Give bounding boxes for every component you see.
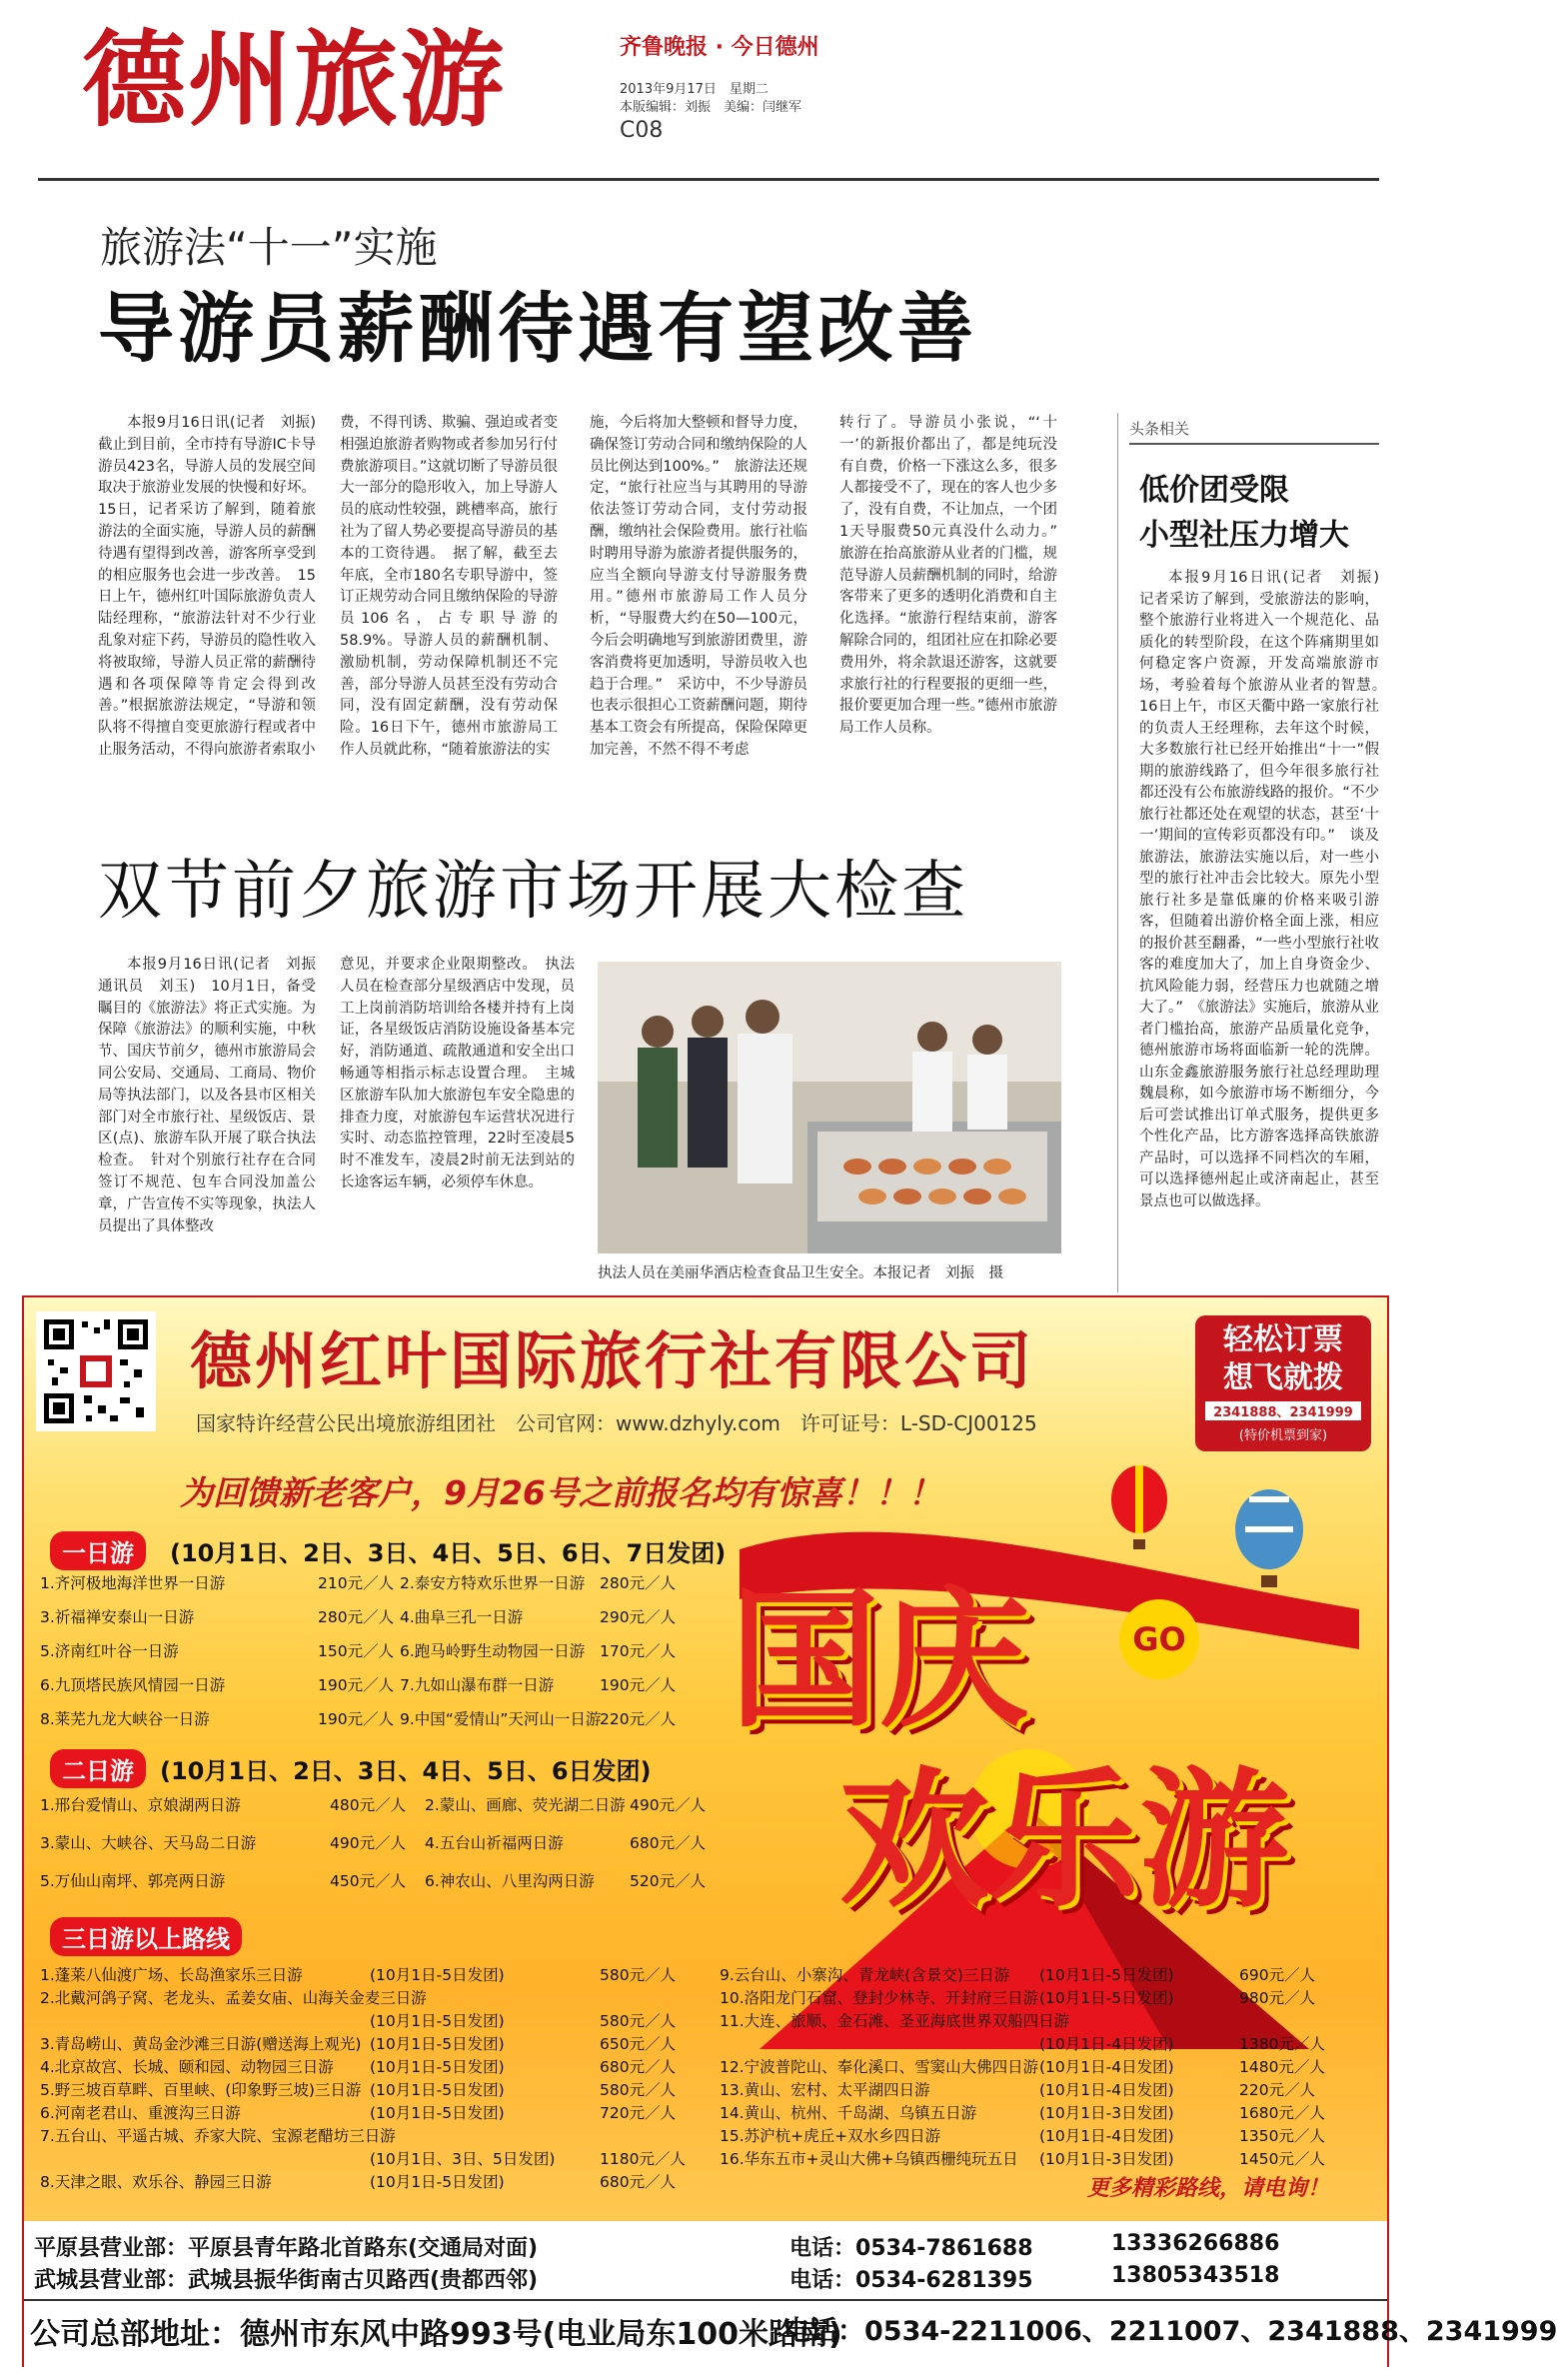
tour-name: 16.华东五市+灵山大佛+乌镇西栅纯玩五日: [720, 2150, 1018, 2168]
tour-name: 1.蓬莱八仙渡广场、长岛渔家乐三日游: [40, 1966, 303, 1984]
wucheng-branch-mobile: 13805343518: [1111, 2263, 1280, 2288]
tour-dates: (10月1日-4日发团): [1039, 2081, 1174, 2099]
tour-name: 8.天津之眼、欢乐谷、静园三日游: [40, 2173, 272, 2191]
tour-row: [720, 2032, 1379, 2055]
tour-dates: (10月1日-3日发团): [1039, 2104, 1174, 2122]
tour-dates: (10月1日-5日发团): [370, 2081, 505, 2099]
tour-price: 1350元／人: [1239, 2127, 1325, 2145]
tour-row: [40, 2170, 710, 2193]
tour-name: 6.河南老君山、重渡沟三日游: [40, 2104, 241, 2122]
tour-name: 3.蒙山、大峡谷、天马岛二日游: [40, 1834, 257, 1852]
section-logo: 德州旅游: [82, 18, 507, 141]
qr-code: [36, 1311, 156, 1431]
tour-dates: (10月1日-5日发团): [370, 2035, 505, 2053]
tour-price: 1480元／人: [1239, 2058, 1325, 2076]
tour-price: 580元／人: [600, 2012, 677, 2030]
hotline-slogan-2: 想飞就拨: [1223, 1360, 1343, 1395]
tour-name: 4.曲阜三孔一日游: [400, 1608, 524, 1626]
two-day-dates: (10月1日、2日、3日、4日、5日、6日发团): [160, 1757, 652, 1785]
tour-price: 690元／人: [1239, 1966, 1316, 1984]
tour-price: 1680元／人: [1239, 2104, 1325, 2122]
one-day-tag: 一日游: [50, 1531, 146, 1570]
tour-name: 6.跑马岭野生动物园一日游: [400, 1642, 586, 1660]
tour-dates: (10月1日-5日发团): [370, 2173, 505, 2191]
tour-name: 2.蒙山、画廊、荧光湖二日游: [425, 1796, 626, 1814]
ad-license-line: 国家特许经营公民出境旅游组团社 公司官网：www.dzhyly.com 许可证号：L-SD-CJ00125: [196, 1411, 1037, 1435]
tour-price: 650元／人: [600, 2035, 677, 2053]
tour-row: [40, 1707, 720, 1741]
tour-price: 580元／人: [600, 2081, 677, 2099]
tour-name: 9.中国“爱情山”天河山一日游: [400, 1710, 602, 1728]
wucheng-branch-phone: 电话：0534-6281395: [789, 2268, 1033, 2293]
article1-column-3: 施，今后将加大整顿和督导力度，确保签订劳动合同和缴纳保险的人员比例达到100%。” 旅游法还规定，“旅行社应当与其聘用的导游依法签订劳动合同，支付劳动报酬，缴纳社会保险费用。旅行社临时聘用导游为旅游者提供服务的，应当全额向导游支付导游服务费用。”德州市旅游局工作人员分析，“导服费大约在50—100元，今后会明确地写到旅游团费里，游客消费将更加透明，导游员收入也趋于合理。” 采访中，不少导游员也表示很担心工资薪酬问题，期待基本工资会有所提高，保险保障更加完善，不然不得不考虑: [590, 415, 807, 758]
tour-price: 280元／人: [600, 1574, 677, 1592]
tour-dates: (10月1日、3日、5日发团): [370, 2150, 556, 2168]
tour-row: [720, 1986, 1379, 2009]
wucheng-branch-address: 武城县营业部：武城县振华街南古贝路西(贵都西邻): [34, 2268, 539, 2293]
hotline-numbers: 2341888、2341999: [1205, 1401, 1361, 1420]
tour-row: [720, 2078, 1379, 2101]
tour-name: 5.野三坡百草畔、百里峡、(印象野三坡)三日游: [40, 2081, 362, 2099]
one-day-dates: (10月1日、2日、3日、4日、5日、6日、7日发团): [170, 1539, 727, 1567]
tour-name: 12.宁波普陀山、奉化溪口、雪窦山大佛四日游: [720, 2058, 1039, 2076]
two-day-tag: 二日游: [50, 1749, 146, 1788]
tour-row: [720, 2101, 1379, 2124]
tour-row: [40, 2078, 710, 2101]
tour-dates: (10月1日-4日发团): [1039, 2035, 1174, 2053]
tour-name: 11.大连、旅顺、金石滩、圣亚海底世界双船四日游: [720, 2012, 1070, 2030]
tour-name: 2.北戴河鸽子窝、老龙头、孟姜女庙、山海关金麦三日游: [40, 1989, 427, 2007]
promo-banner: 为回馈新老客户，9月26号之前报名均有惊喜！！！: [180, 1473, 941, 1512]
tour-price: 220元／人: [600, 1710, 677, 1728]
article2-headline: 双节前夕旅游市场开展大检查: [98, 855, 968, 929]
pingyuan-branch-address: 平原县营业部：平原县青年路北首路东(交通局对面): [34, 2236, 539, 2261]
tour-row: [720, 2055, 1379, 2078]
tour-dates: (10月1日-5日发团): [370, 2012, 505, 2030]
tour-price: 170元／人: [600, 1642, 677, 1660]
tour-dates: (10月1日-4日发团): [1039, 2127, 1174, 2145]
tour-price: 490元／人: [630, 1796, 707, 1814]
article1-kicker: 旅游法“十一”实施: [100, 223, 438, 272]
tour-row: [720, 2009, 1379, 2032]
tour-price: 290元／人: [600, 1608, 677, 1626]
tour-price: 220元／人: [1239, 2081, 1316, 2099]
photo-caption: 执法人员在美丽华酒店检查食品卫生安全。本报记者 刘振 摄: [598, 1265, 1003, 1281]
sidebar-label: 头条相关: [1129, 418, 1379, 445]
tour-name: 8.莱芜九龙大峡谷一日游: [40, 1710, 210, 1728]
tour-name: 4.五台山祈福两日游: [425, 1834, 564, 1852]
tour-row: [40, 1986, 710, 2009]
sidebar-title-line1: 低价团受限: [1139, 473, 1289, 508]
tour-price: 680元／人: [600, 2173, 677, 2191]
tour-row: [40, 1793, 720, 1831]
tour-row: [40, 2124, 710, 2147]
go-badge: GO: [1119, 1599, 1199, 1679]
tour-row: [40, 1639, 720, 1673]
masthead-rule: [38, 178, 1379, 181]
inspection-photo: [598, 962, 1061, 1253]
tour-row: [40, 1831, 720, 1869]
tour-row: [720, 1963, 1379, 1986]
article1-column-4: 转行了。导游员小张说，“‘十一’的新报价都出了，都是纯玩没有自费，价格一下涨这么多，很多人都接受不了，现在的客人也少多了，没有自费，不让加点，一个团1天导服费50元真没什么动力。” 旅游在抬高旅游从业者的门槛，规范导游人员薪酬机制的同时，给游客带来了更多的透明化消费和自主化选择。“旅游行程结束前，游客解除合同的，组团社应在扣除必要费用外，将余款退还游客，这就要求旅行社的行程要报的更细一些，报价要更加合理一些。”德州市旅游局工作人员称。: [839, 415, 1072, 737]
tour-dates: (10月1日-5日发团): [370, 2104, 505, 2122]
tour-name: 14.黄山、杭州、千岛湖、乌镇五日游: [720, 2104, 977, 2122]
sidebar-title-line2: 小型社压力增大: [1139, 518, 1349, 553]
tour-name: 15.苏沪杭+虎丘+双水乡四日游: [720, 2127, 941, 2145]
article1-column-2: 费，不得刊诱、欺骗、强迫或者变相强迫旅游者购物或者参加另行付费旅游项目。”这就切断了导游员很大一部分的隐形收入，加上导游人员的底动性较强，跳槽率高，旅行社为了留人势必要提高导游员的基本的工资待遇。 据了解，截至去年底，全市180名专职导游中，签订正规劳动合同且缴纳保险的导游员106名，占专职导游的58.9%。导游人员的薪酬机制、激励机制，劳动保障机制还不完善，部分导游人员甚至没有劳动合同，没有固定薪酬，没有劳动保险。16日下午，德州市旅游局工作人员就此称，“随着旅游法的实: [340, 415, 558, 758]
tour-price: 580元／人: [600, 1966, 677, 1984]
tour-row: [40, 1571, 720, 1605]
tour-row: [40, 1605, 720, 1639]
article2-column-1: 本报9月16日讯(记者 刘振 通讯员 刘玉) 10月1日，备受瞩目的《旅游法》将正式实施。为保障《旅游法》的顺利实施，中秋节、国庆节前夕，德州市旅游局会同公安局、交通局、工商局、物价局等执法部门，以及各县市区相关部门对全市旅行社、星级饭店、景区(点)、旅游车队开展了联合执法检查。 针对个别旅行社存在合同签订不规范、包车合同没加盖公章，广告宣传不实等现象，执法人员提出了具体整改: [98, 957, 331, 1234]
tour-row: [40, 2147, 710, 2170]
article2-column-2: 意见，并要求企业限期整改。 执法人员在检查部分星级酒店中发现，员工上岗前消防培训给各楼并持有上岗证，各星级饭店消防设施设备基本完好，消防通道、疏散通道和安全出口畅通等相指示标志设置合理。 主城区旅游车队加大旅游包车安全隐患的排查力度，对旅游包车运营状况进行实时、动态监控管理，22时至凌晨5时不准发车，凌晨2时前无法到站的长途客运车辆，必须停车休息。: [340, 957, 575, 1190]
tour-price: 720元／人: [600, 2104, 677, 2122]
tour-name: 6.神农山、八里沟两日游: [425, 1872, 595, 1890]
article1-column-1: 本报9月16日讯(记者 刘振) 截止到目前，全市持有导游IC卡导游员423名，导游人员的发展空间取决于旅游业发展的快慢和好坏。15日，记者采访了解到，随着旅游法的全面实施，导游人员的薪酬待遇有望得到改善，游客所享受到的相应服务也会进一步改善。 15日上午，德州红叶国际旅游负责人陆经理称，“旅游法针对不少行业乱象对症下药，导游员的隐性收入将被取缔，导游人员正常的薪酬待遇和各项保障等肯定会得到改善。”根据旅游法规定，“导游和领队将不得擅自变更旅游行程或者中止服务活动，不得向旅游者索取小: [98, 415, 331, 758]
tour-price: 150元／人: [318, 1642, 395, 1660]
tour-price: 280元／人: [318, 1608, 395, 1626]
tour-name: 3.祈福禅安泰山一日游: [40, 1608, 195, 1626]
tour-name: 9.云台山、小寨沟、青龙峡(含景交)三日游: [720, 1966, 1010, 1984]
qr-code-icon: [40, 1315, 152, 1427]
tour-name: 13.黄山、宏村、太平湖四日游: [720, 2081, 930, 2099]
tour-price: 1450元／人: [1239, 2150, 1325, 2168]
tour-row: [40, 2101, 710, 2124]
tour-row: [40, 2032, 710, 2055]
sidebar-body: 本报9月16日讯(记者 刘振) 记者采访了解到，受旅游法的影响，整个旅游行业将进入一个规范化、品质化的转型阶段，在这个阵痛期里如何稳定客户资源，开发高端旅游市场，考验着每个旅游从业者的智慧。 16日上午，市区天衢中路一家旅行社的负责人王经理称，去年这个时候，大多数旅行社已经开始推出“十一”假期的旅游线路了，但今年很多旅行社都还没有公布旅游线路的报价。“不少旅行社都还处在观望的状态，甚至‘十一’期间的宣传彩页都没有印。” 谈及旅游法，旅游法实施以后，对一些小型的旅行社冲击会比较大。原先小型旅行社多是靠低廉的价格来吸引游客，但随着出游价格全面上涨，相应的报价甚至翻番，“一些小型旅行社收客的难度加大了，加上自身资金少、抗风险能力弱，经营压力也就随之增大了。” 《旅游法》实施后，旅游从业者门槛抬高，旅游产品质量化竞争，德州旅游市场将面临新一轮的洗牌。山东金鑫旅游服务旅行社总经理助理魏晨称，如今旅游市场不断细分，今后可尝试推出订单式服务，提供更多个性化产品，比方游客选择高铁旅游产品时，可以选择不同档次的车厢，可以选择德州起止或济南起止，甚至景点也可以做选择。: [1139, 570, 1394, 1209]
tour-name: 1.邢台爱情山、京娘湖两日游: [40, 1796, 241, 1814]
hotline-note: (特价机票到家): [1238, 1428, 1328, 1443]
big-slogan-happy-tour: 欢乐游: [839, 1754, 1290, 1928]
tour-row: [720, 2147, 1379, 2170]
pingyuan-branch-mobile: 13336266886: [1111, 2231, 1280, 2256]
tour-row: [40, 2055, 710, 2078]
editor-credits: 本版编辑：刘振 美编：闫继军: [620, 100, 802, 115]
tour-name: 1.齐河极地海洋世界一日游: [40, 1574, 226, 1592]
tour-name: 7.五台山、平遥古城、乔家大院、宝源老醋坊三日游: [40, 2127, 396, 2145]
tour-price: 520元／人: [630, 1872, 707, 1890]
newspaper-name: 齐鲁晚报 · 今日德州: [620, 35, 819, 60]
tour-price: 680元／人: [600, 2058, 677, 2076]
tour-row: [720, 2124, 1379, 2147]
tour-dates: (10月1日-5日发团): [1039, 1966, 1174, 1984]
footer-divider: [24, 2299, 1387, 2301]
tour-row: [40, 1673, 720, 1707]
more-routes-note: 更多精彩路线，请电询！: [1087, 2176, 1330, 2201]
hotline-slogan-1: 轻松订票: [1223, 1322, 1343, 1357]
tour-name: 10.洛阳龙门石窟、登封少林寺、开封府三日游: [720, 1989, 1039, 2007]
tour-dates: (10月1日-4日发团): [1039, 2058, 1174, 2076]
tour-name: 7.九如山瀑布群一日游: [400, 1676, 555, 1694]
tour-price: 450元／人: [330, 1872, 407, 1890]
tour-dates: (10月1日-5日发团): [1039, 1989, 1174, 2007]
tour-price: 680元／人: [630, 1834, 707, 1852]
issue-date: 2013年9月17日 星期二: [620, 82, 769, 97]
tour-name: 5.万仙山南坪、郭亮两日游: [40, 1872, 226, 1890]
headquarters-phones: 电话：0534-2211006、2211007、2341888、2341999: [783, 2316, 1557, 2347]
tour-price: 190元／人: [318, 1710, 395, 1728]
inspection-photo-illustration: [598, 962, 1061, 1253]
tour-dates: (10月1日-5日发团): [370, 1966, 505, 1984]
ticket-hotline-badge: [1195, 1315, 1371, 1451]
tour-price: 1180元／人: [600, 2150, 686, 2168]
tour-row: [40, 1869, 720, 1907]
pingyuan-branch-phone: 电话：0534-7861688: [789, 2236, 1033, 2261]
big-slogan-national-day: 国庆: [730, 1574, 1030, 1748]
tour-name: 2.泰安方特欢乐世界一日游: [400, 1574, 586, 1592]
tour-price: 1380元／人: [1239, 2035, 1325, 2053]
tour-name: 6.九顶塔民族风情园一日游: [40, 1676, 226, 1694]
headquarters-address: 公司总部地址：德州市东风中路993号(电业局东100米路南): [30, 2317, 842, 2352]
article1-headline: 导游员薪酬待遇有望改善: [98, 284, 977, 373]
tour-price: 190元／人: [600, 1676, 677, 1694]
tour-dates: (10月1日-5日发团): [370, 2058, 505, 2076]
tour-name: 4.北京故宫、长城、颐和园、动物园三日游: [40, 2058, 334, 2076]
tour-price: 480元／人: [330, 1796, 407, 1814]
tour-name: 3.青岛崂山、黄岛金沙滩三日游(赠送海上观光): [40, 2035, 362, 2053]
tour-price: 190元／人: [318, 1676, 395, 1694]
three-day-tag: 三日游以上路线: [50, 1917, 242, 1956]
ad-company-name: 德州红叶国际旅行社有限公司: [190, 1324, 1035, 1397]
tour-price: 490元／人: [330, 1834, 407, 1852]
tour-price: 980元／人: [1239, 1989, 1316, 2007]
tour-name: 5.济南红叶谷一日游: [40, 1642, 179, 1660]
tour-row: [40, 1963, 710, 1986]
tour-row: [40, 2009, 710, 2032]
tour-price: 210元／人: [318, 1574, 395, 1592]
page-number: C08: [620, 118, 664, 143]
tour-dates: (10月1日-3日发团): [1039, 2150, 1174, 2168]
